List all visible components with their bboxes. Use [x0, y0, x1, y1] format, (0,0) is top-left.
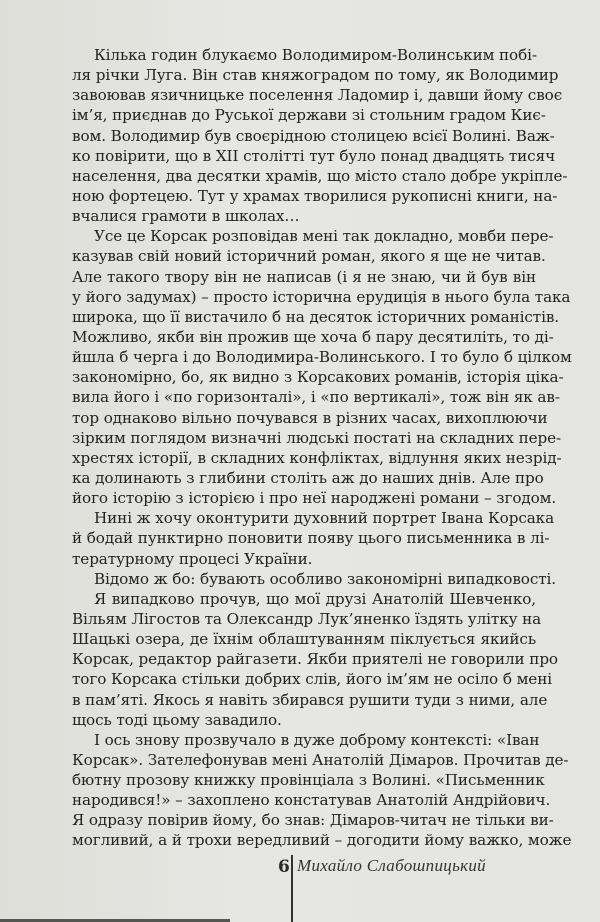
text-line: тературному процесі України.	[72, 549, 313, 568]
text-line: Можливо, якби він прожив ще хоча б пару десятиліть, то ді-	[72, 327, 554, 346]
text-line: того Корсака стільки добрих слів, його ім’ям не осіло б мені	[72, 670, 552, 689]
text-line: Я випадково прочув, що мої друзі Анатолій Шевченко,	[94, 589, 536, 608]
text-line: тор однаково вільно почувався в різних часах, вихоплюючи	[72, 408, 548, 427]
text-line: Але такого твору він не написав (і я не знаю, чи й був він	[72, 267, 536, 286]
text-line: його історію з історією і про неї народжені романи – згодом.	[72, 489, 557, 508]
text-line: широка, що її вистачило б на десяток історичних романістів.	[72, 307, 560, 326]
text-line: щось тоді цьому завадило.	[72, 710, 282, 729]
text-line: Кілька годин блукаємо Володимиром-Волинським побі-	[94, 46, 537, 64]
text-line: народився!» – захоплено констатував Анатолій Андрійович.	[72, 791, 551, 810]
page-number: 6	[278, 857, 290, 877]
body-text	[72, 45, 572, 851]
text-line: І ось знову прозвучало в дуже доброму контексті: «Іван	[94, 730, 540, 749]
text-line: Корсак, редактор райгазети. Якби приятелі не говорили про	[72, 650, 558, 669]
text-line: Нині ж хочу оконтурити духовний портрет Івана Корсака	[94, 509, 555, 528]
text-line: могливий, а й трохи вередливий – догодити йому важко, може	[72, 831, 572, 850]
text-line: закономірно, бо, як видно з Корсакових романів, історія ціка-	[72, 368, 564, 387]
text-line: вила його і «по горизонталі», і «по вертикалі», тож він як ав-	[72, 388, 560, 407]
text-line: Шацькі озера, де їхнім облаштуванням піклується якийсь	[72, 630, 536, 649]
text-line: ною фортецею. Тут у храмах творилися рукописні книги, на-	[72, 186, 558, 205]
text-line: йшла б черга і до Володимира-Волинського. І то було б цілком	[72, 348, 572, 367]
text-line: Усе це Корсак розповідав мені так докладно, мовби пере-	[94, 227, 554, 246]
text-line: завоював язичницьке поселення Ладомир і, давши йому своє	[72, 86, 563, 105]
text-line: й бодай пунктирно поновити появу цього письменника в лі-	[72, 529, 550, 548]
text-line: в пам’яті. Якось я навіть збирався рушити туди з ними, але	[72, 690, 548, 709]
text-line: бютну прозову книжку провінціала з Волині. «Письменник	[72, 771, 545, 790]
running-footer-author: Михайло Слабошпицький	[297, 856, 486, 875]
text-line: зірким поглядом визначні людські постаті на складних пере-	[72, 428, 562, 447]
text-line: ко повірити, що в XII столітті тут було понад двадцять тисяч	[72, 146, 556, 165]
text-line: хрестях історії, в складних конфліктах, відлуння яких незрід-	[72, 448, 562, 467]
text-line: ка долинають з глибини століть аж до наших днів. Але про	[72, 468, 544, 487]
text-line: Відомо ж бо: бувають особливо закономірні випадковості.	[94, 569, 557, 588]
text-line: ім’я, приєднав до Руської держави зі стольним градом Киє-	[72, 106, 546, 125]
text-line: населення, два десятки храмів, що місто стало добре укріпле-	[72, 166, 568, 185]
text-line: вом. Володимир був своєрідною столицею всієї Волині. Важ-	[72, 126, 555, 145]
text-line: вчалися грамоти в школах…	[72, 207, 300, 226]
footer-divider	[291, 855, 293, 922]
text-line: ля річки Луга. Він став княжоградом по тому, як Володимир	[72, 66, 559, 85]
text-line: Я одразу повірив йому, бо знав: Дімаров-читач не тільки ви-	[72, 811, 554, 830]
text-line: Вільям Лігостов та Олександр Лук’яненко їздять улітку на	[72, 609, 542, 628]
text-line: казував свій новий історичний роман, якого я ще не читав.	[72, 247, 546, 266]
text-line: Корсак». Зателефонував мені Анатолій Дімаров. Прочитав де-	[72, 750, 569, 769]
text-line: у його задумах) – просто історична ерудиція в нього була така	[72, 287, 571, 306]
